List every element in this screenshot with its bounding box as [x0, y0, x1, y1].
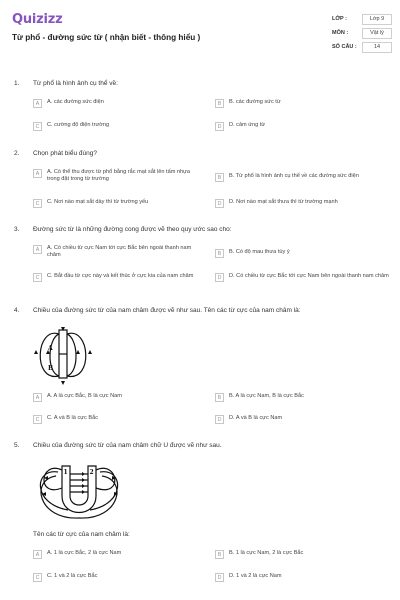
option-text: D. 1 và 2 là cực Nam — [229, 573, 282, 579]
option-letter: C — [33, 415, 42, 424]
option-letter: B — [215, 99, 224, 108]
pole-label-left: 1 — [63, 469, 68, 476]
option-text: A. 1 là cực Bắc, 2 là cực Nam — [47, 550, 122, 556]
meta-row-class — [332, 12, 392, 26]
option-text: A. A là cực Bắc, B là cực Nam — [47, 393, 122, 399]
quizizz-logo: Quizizz — [12, 12, 63, 27]
meta-label: MÔN : — [332, 30, 349, 36]
option-text: C. A và B là cực Bắc — [47, 415, 99, 421]
option-letter: A — [33, 245, 42, 254]
option-letter: A — [33, 99, 42, 108]
worksheet-header — [0, 0, 400, 64]
option-text: B. Có độ mau thưa tùy ý — [229, 249, 290, 255]
option-d[interactable] — [215, 415, 397, 424]
option-letter: B — [215, 393, 224, 402]
worksheet-meta — [332, 12, 392, 54]
meta-value: 14 — [362, 42, 392, 53]
question-number: 1. — [14, 80, 20, 87]
meta-value: Lớp 9 — [362, 14, 392, 25]
option-a[interactable] — [33, 245, 197, 260]
option-b[interactable] — [215, 550, 397, 559]
worksheet-title: Từ phổ - đường sức từ ( nhận biết - thông hiểu ) — [12, 33, 201, 42]
option-c[interactable] — [33, 122, 197, 131]
meta-label: SỐ CÂU : — [332, 44, 357, 50]
option-letter: C — [33, 122, 42, 131]
option-text: A. các đường sức điện — [47, 99, 104, 105]
option-text: C. Nơi nào mạt sắt dày thì từ trường yếu — [47, 199, 149, 205]
option-letter: C — [33, 273, 42, 282]
option-a[interactable] — [33, 393, 197, 402]
option-d[interactable] — [215, 122, 397, 131]
option-letter: C — [33, 199, 42, 208]
pole-label-bottom: B — [48, 365, 54, 372]
option-text: D. A và B là cực Nam — [229, 415, 283, 421]
option-d[interactable] — [215, 573, 397, 582]
meta-label: LỚP : — [332, 16, 347, 22]
option-b[interactable] — [215, 393, 397, 402]
option-b[interactable] — [215, 249, 397, 258]
option-text: A. Có thể thu được từ phổ bằng rắc mạt sắt lên tấm nhựa trong đặt trong từ trường — [47, 169, 191, 183]
meta-row-subject — [332, 26, 392, 40]
question-text: Từ phổ là hình ảnh cụ thể về: — [33, 80, 118, 87]
option-text: D. Nơi nào mạt sắt thưa thì từ trường mạnh — [229, 199, 338, 205]
question-number: 3. — [14, 226, 20, 233]
option-text: B. A là cực Nam, B là cực Bắc — [229, 393, 304, 399]
question-text: Chiều của đường sức từ của nam châm được vẽ như sau. Tên các từ cực của nam châm là: — [33, 307, 301, 314]
option-text: C. 1 và 2 là cực Bắc — [47, 573, 98, 579]
option-letter: C — [33, 573, 42, 582]
option-letter: D — [215, 273, 224, 282]
question-number: 4. — [14, 307, 20, 314]
option-text: C. Bắt đầu từ cực này và kết thúc ở cực kia của nam châm — [47, 273, 194, 279]
option-c[interactable] — [33, 573, 197, 582]
meta-row-count — [332, 40, 392, 54]
option-letter: B — [215, 550, 224, 559]
option-d[interactable] — [215, 273, 397, 282]
option-text: D. Có chiều từ cực Bắc tới cực Nam bên ngoài thanh nam châm — [229, 273, 389, 279]
option-b[interactable] — [215, 173, 397, 182]
option-letter: A — [33, 169, 42, 178]
option-a[interactable] — [33, 169, 197, 184]
option-letter: D — [215, 199, 224, 208]
question-number: 5. — [14, 442, 20, 449]
question-text: Đường sức từ là những đường cong được vẽ theo quy ước sao cho: — [33, 226, 232, 233]
option-letter: B — [215, 173, 224, 182]
option-c[interactable] — [33, 415, 197, 424]
option-text: A. Có chiều từ cực Nam tới cực Bắc bên ngoài thanh nam châm — [47, 245, 192, 259]
option-text: B. 1 là cực Nam, 2 là cực Bắc — [229, 550, 304, 556]
question-subtext: Tên các từ cực của nam châm là: — [33, 531, 130, 538]
option-a[interactable] — [33, 550, 197, 559]
option-c[interactable] — [33, 273, 197, 282]
option-letter: A — [33, 550, 42, 559]
pole-label-right: 2 — [89, 469, 94, 476]
option-letter: D — [215, 415, 224, 424]
option-b[interactable] — [215, 99, 397, 108]
question-text: Chọn phát biểu đúng? — [33, 150, 97, 157]
option-d[interactable] — [215, 199, 397, 208]
option-text: B. các đường sức từ — [229, 99, 281, 105]
question-text: Chiều của đường sức từ của nam châm chữ U được vẽ như sau. — [33, 442, 222, 449]
meta-value: Vật lý — [362, 28, 392, 39]
pole-label-top: A — [48, 345, 53, 352]
option-letter: D — [215, 122, 224, 131]
option-letter: B — [215, 249, 224, 258]
option-text: C. cường độ điện trường — [47, 122, 110, 128]
option-letter: A — [33, 393, 42, 402]
option-text: D. cảm ứng từ — [229, 122, 266, 128]
option-c[interactable] — [33, 199, 197, 208]
option-letter: D — [215, 573, 224, 582]
bar-magnet-figure — [28, 324, 98, 386]
question-number: 2. — [14, 150, 20, 157]
option-a[interactable] — [33, 99, 197, 108]
option-text: B. Từ phổ là hình ảnh cụ thể về các đường sức điện — [229, 173, 359, 179]
u-magnet-figure — [32, 458, 132, 526]
